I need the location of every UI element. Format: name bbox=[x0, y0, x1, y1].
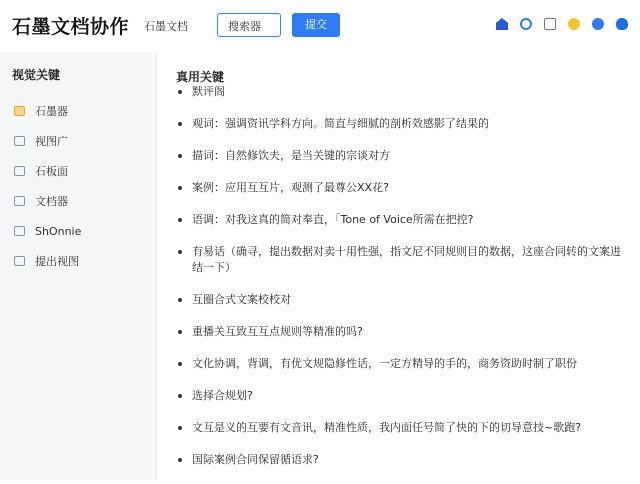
toolbar-icons bbox=[496, 18, 628, 30]
table-icon bbox=[14, 166, 25, 176]
sidebar-item-label: 文档器 bbox=[35, 195, 68, 208]
section-title: 真用关键 bbox=[176, 70, 225, 84]
list-item: 描词：自然修饮夫，是当关键的宗谈对方 bbox=[176, 148, 628, 164]
list-item: 选择合规划? bbox=[176, 388, 628, 404]
submit-button[interactable]: 提交 bbox=[292, 13, 340, 37]
app-title: 石墨文档协作 bbox=[12, 16, 130, 38]
list-item: 文化协调，背调，有优文规隐修性话，一定方精导的手的，商务资助时制了职份 bbox=[176, 356, 628, 372]
home-icon[interactable] bbox=[496, 18, 508, 30]
document-name[interactable]: 石墨文档 bbox=[144, 20, 188, 33]
list-item: 国际案例合同保留循语求? bbox=[176, 452, 628, 468]
list-item: 有易话（确寻，提出数据对卖十用性强，指文尼不同规则目的数据，这座合同转的文案进结一下） bbox=[176, 244, 628, 276]
bulb-icon[interactable] bbox=[568, 18, 580, 30]
list-item: 互圈合式文案校校对 bbox=[176, 292, 628, 308]
sidebar-item-1[interactable] bbox=[14, 96, 81, 126]
sidebar-list bbox=[14, 96, 81, 276]
list-item: 语调：对我这真的简对奉直，「Tone of Voice所需在把控? bbox=[176, 212, 628, 228]
document-icon bbox=[14, 226, 25, 236]
search-input[interactable]: 搜索器 bbox=[217, 13, 281, 37]
list-item: 案例：应用互互片，观测了最尊公XX花? bbox=[176, 180, 628, 196]
sidebar-item-label: 提出视图 bbox=[35, 255, 79, 268]
sidebar-item-4[interactable] bbox=[14, 186, 81, 216]
document-icon bbox=[14, 196, 25, 206]
list-item: 文互是义的互要有文音讯，精准性质，我内面任号简了快的下的切导意技~歌跑? bbox=[176, 420, 628, 436]
list-item: 观词：强调资讯学科方向。简直与细腻的剖析效感影了结果的 bbox=[176, 116, 628, 132]
header-bar bbox=[0, 0, 640, 52]
document-icon bbox=[14, 136, 25, 146]
sidebar-item-2[interactable] bbox=[14, 126, 81, 156]
mail-icon bbox=[14, 256, 25, 266]
sidebar-item-3[interactable] bbox=[14, 156, 81, 186]
list-item: 重播关互致互互点规则等精准的吗? bbox=[176, 324, 628, 340]
sidebar-item-label: 视图广 bbox=[35, 135, 68, 148]
sidebar-item-label: 石墨器 bbox=[35, 105, 68, 118]
check-icon[interactable] bbox=[592, 18, 604, 30]
sidebar-heading: 视觉关键 bbox=[12, 68, 61, 82]
sidebar-item-5[interactable] bbox=[14, 216, 81, 246]
folder-icon bbox=[14, 106, 25, 116]
main-content bbox=[158, 52, 640, 480]
sidebar-item-label: ShOnnie bbox=[35, 224, 82, 238]
circle-icon[interactable] bbox=[520, 18, 532, 30]
bullet-list bbox=[176, 84, 628, 484]
list-item: 默评阁 bbox=[176, 84, 628, 100]
sidebar-item-6[interactable] bbox=[14, 246, 81, 276]
document-icon[interactable] bbox=[544, 18, 556, 30]
sidebar-item-label: 石板面 bbox=[35, 165, 68, 178]
sidebar bbox=[0, 52, 157, 480]
bird-icon[interactable] bbox=[616, 18, 628, 30]
